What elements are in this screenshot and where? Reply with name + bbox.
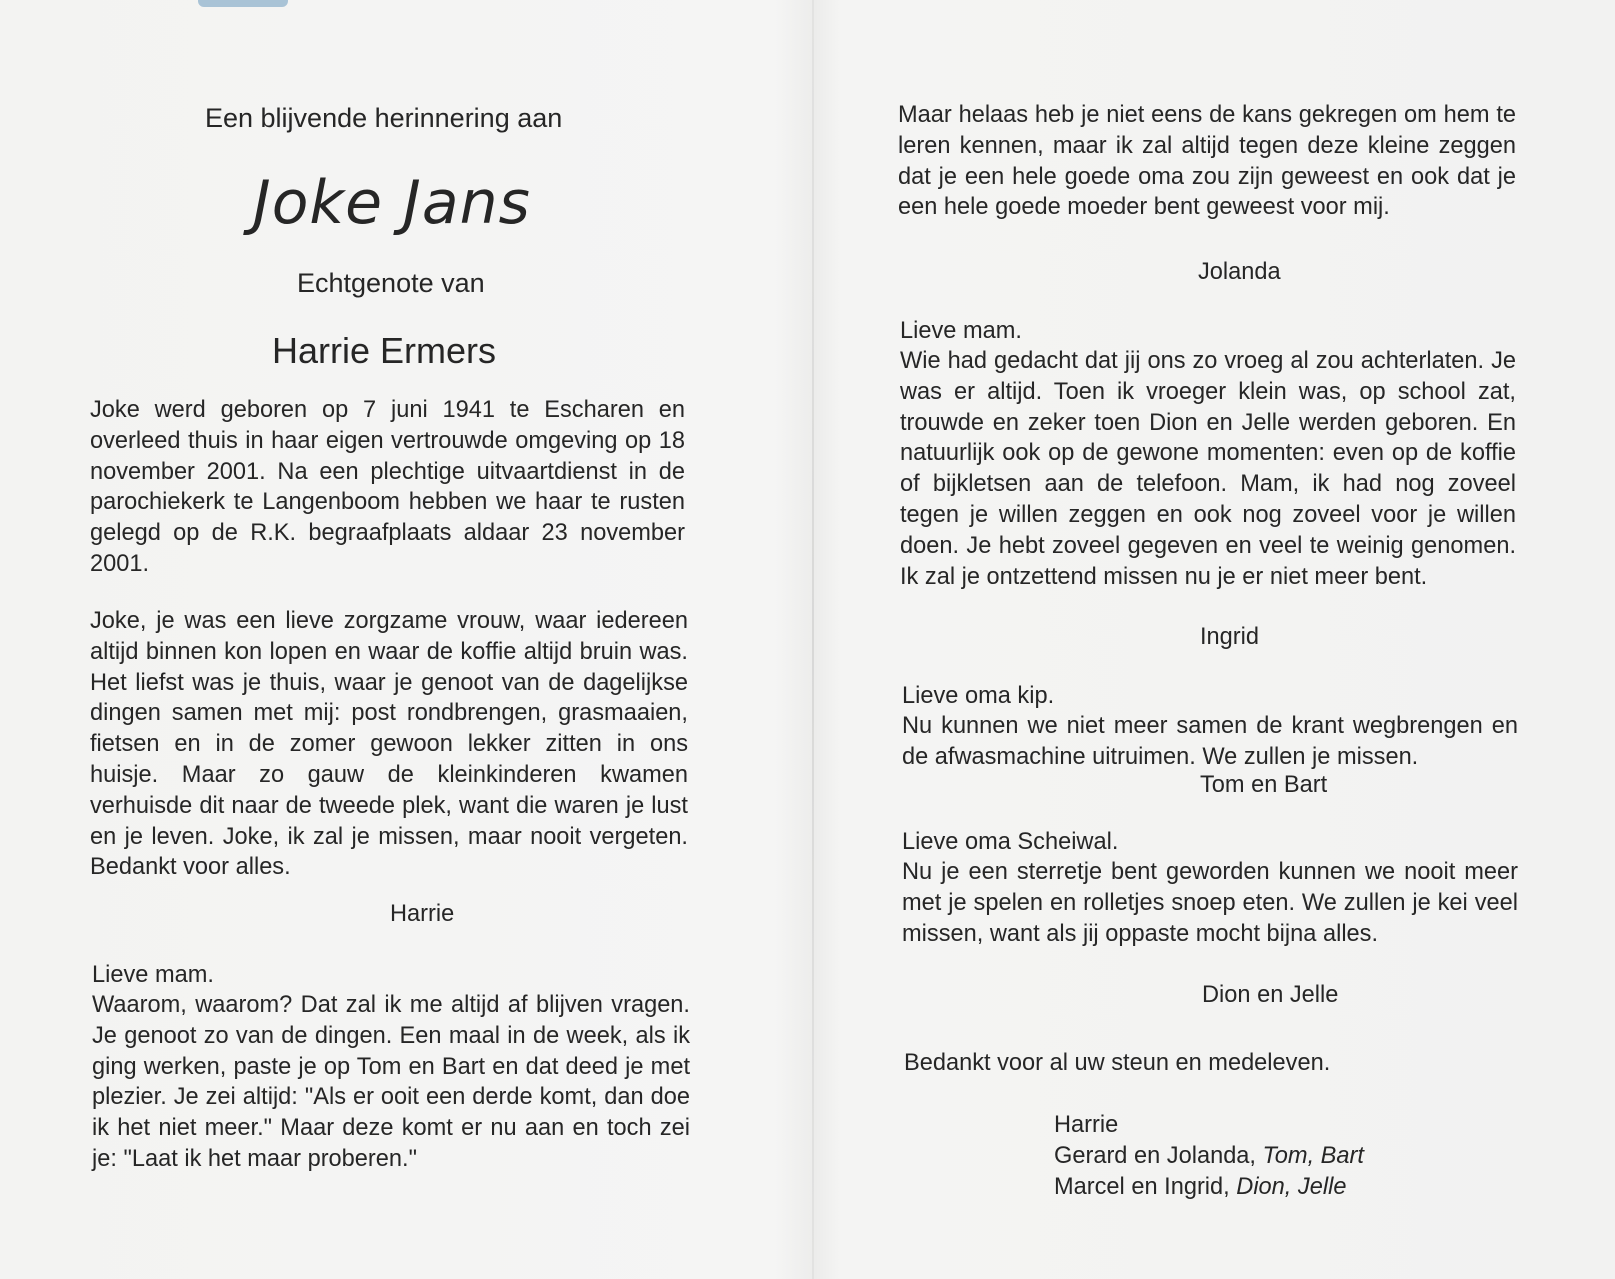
signature-harrie: Harrie	[390, 901, 455, 927]
signature-dion-jelle: Dion en Jelle	[1202, 982, 1339, 1008]
intro-text: Een blijvende herinnering aan	[205, 103, 563, 133]
message-jolanda-part1: Waarom, waarom? Dat zal ik me altijd af blijven vragen. Je genoot zo van de dingen. Een maal in de week, als ik ging werken, paste je op Tom en Bart en dat deed je met plezier. Je zei altijd: "Als er ooit een derde komt, dan doe ik het niet meer." Maar deze komt er nu aan en toch zei je: "Laat ik het maar proberen."	[92, 992, 690, 1172]
message-dion-jelle: Nu je een sterretje bent geworden kunnen we nooit meer met je spelen en rolletjes snoep eten. We zullen je kei veel missen, want als jij oppaste mocht bijna alles.	[902, 859, 1518, 947]
signature-ingrid: Ingrid	[1200, 624, 1260, 650]
family-line-1: Harrie	[1054, 1112, 1119, 1138]
deceased-name: Joke Jans	[253, 168, 531, 238]
greeting-jolanda: Lieve mam.	[92, 962, 214, 988]
thanks-line: Bedankt voor al uw steun en medeleven.	[904, 1050, 1331, 1076]
bio-paragraph: Joke werd geboren op 7 juni 1941 te Escharen en overleed thuis in haar eigen vertrouwde omgeving op 18 november 2001. Na een plechtige uitvaartdienst in de parochiekerk te Langenboom hebben we haar te rusten gelegd op de R.K. begraafplaats aldaar 23 november 2001.	[90, 397, 685, 577]
grandchildren-names-1: Tom, Bart	[1262, 1142, 1364, 1169]
family-line-3: Marcel en Ingrid, Dion, Jelle	[1054, 1173, 1347, 1200]
greeting-dion-jelle: Lieve oma Scheiwal.	[902, 829, 1119, 855]
message-harrie: Joke, je was een lieve zorgzame vrouw, waar iedereen altijd binnen kon lopen en waar de koffie altijd bruin was. Het liefst was je thuis, waar je genoot van de dagelijkse dingen samen met mij: post rondbrengen, grasmaaien, fietsen en in de zomer gewoon lekker zitten in ons huisje. Maar zo gauw de kleinkinderen kwamen verhuisde dit naar de tweede plek, want die waren je lust en je leven. Joke, ik zal je missen, maar nooit vergeten. Bedankt voor alles.	[90, 608, 688, 881]
grandchildren-names-2: Dion, Jelle	[1236, 1173, 1347, 1200]
spouse-name: Harrie Ermers	[272, 330, 497, 371]
signature-jolanda: Jolanda	[1198, 259, 1281, 285]
spouse-label: Echtgenote van	[297, 268, 485, 298]
signature-tom-bart: Tom en Bart	[1200, 772, 1328, 798]
message-tom-bart: Nu kunnen we niet meer samen de krant wegbrengen en de afwasmachine uitruimen. We zullen je missen.	[902, 713, 1518, 770]
family-line-2: Gerard en Jolanda, Tom, Bart	[1054, 1142, 1364, 1169]
corner-mark	[198, 0, 288, 7]
greeting-tom-bart: Lieve oma kip.	[902, 683, 1055, 709]
greeting-ingrid: Lieve mam.	[900, 318, 1022, 344]
message-ingrid: Wie had gedacht dat jij ons zo vroeg al zou achterlaten. Je was er altijd. Toen ik vroeger klein was, op school zat, trouwde en zeker toen Dion en Jelle werden geboren. En natuurlijk ook op de gewone momenten: even op de koffie of bijkletsen aan de telefoon. Mam, ik had nog zoveel tegen je willen zeggen en ook nog zoveel voor je willen doen. Je hebt zoveel gegeven en veel te weinig genomen. Ik zal je ontzettend missen nu je er niet meer bent.	[900, 348, 1516, 590]
family-signatures	[1054, 1110, 1364, 1202]
card-fold	[812, 0, 814, 1279]
message-jolanda-part2: Maar helaas heb je niet eens de kans gekregen om hem te leren kennen, maar ik zal altijd tegen deze kleine zeggen dat je een hele goede oma zou zijn geweest en ook dat je een hele goede moeder bent geweest voor mij.	[898, 102, 1516, 221]
